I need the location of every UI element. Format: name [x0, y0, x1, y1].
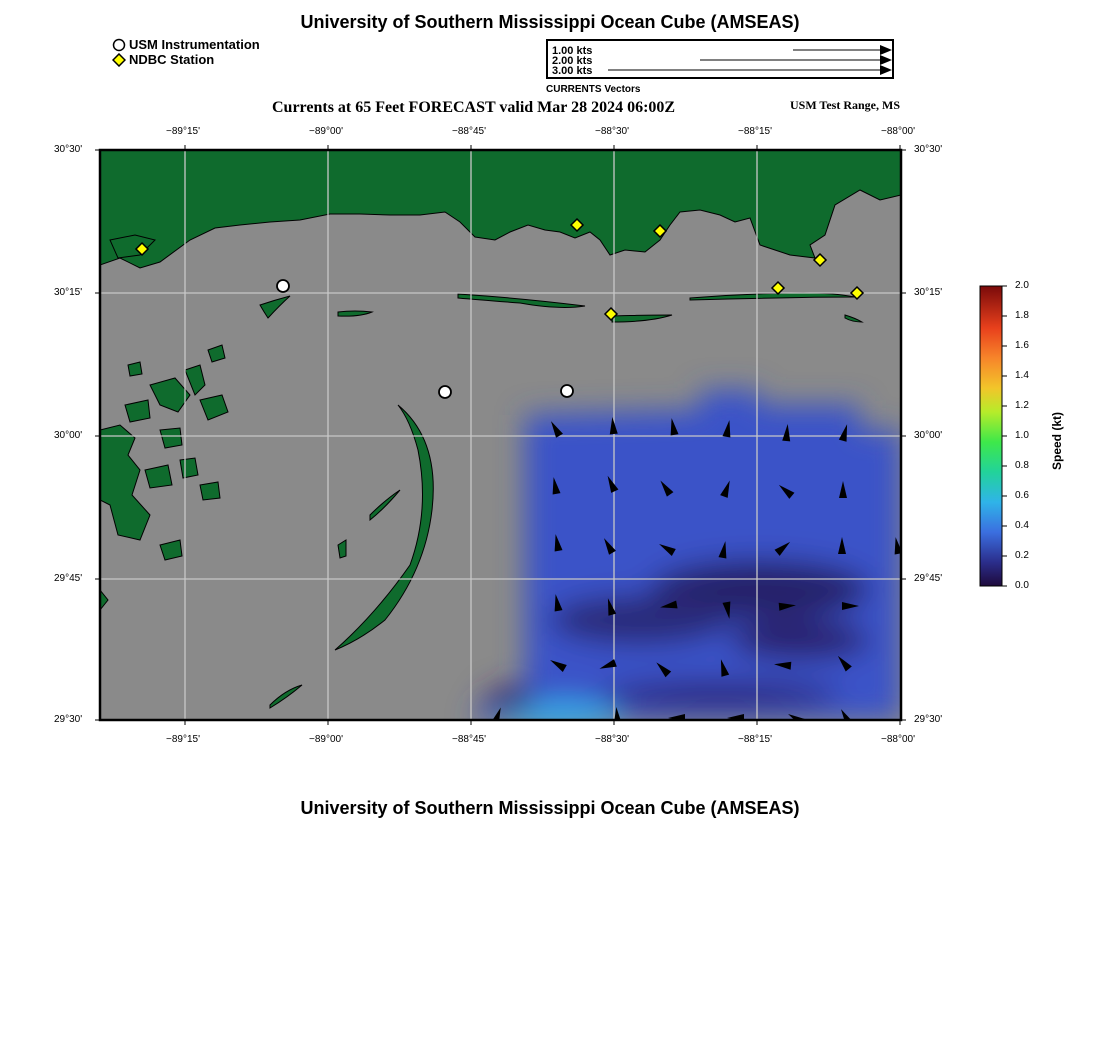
lon-tick-top: −88°15': [738, 126, 772, 137]
legend-ndbc-label: NDBC Station: [129, 52, 215, 67]
colorbar-tick-label: 0.2: [1015, 550, 1029, 561]
lat-tick-right: 29°30': [914, 714, 943, 725]
lon-tick-top: −88°30': [595, 126, 629, 137]
colorbar-tick-label: 0.6: [1015, 490, 1029, 501]
lon-tick-top: −89°00': [309, 126, 343, 137]
lon-tick-top: −88°45': [452, 126, 486, 137]
lat-tick-left: 30°15': [54, 287, 83, 298]
colorbar-tick-label: 2.0: [1015, 280, 1029, 291]
colorbar-tick-label: 1.0: [1015, 430, 1029, 441]
lon-tick-bottom: −89°00': [309, 734, 343, 745]
usm-marker: [561, 385, 573, 397]
lon-tick-bottom: −88°45': [452, 734, 486, 745]
vector-scale-2kt: 2.00 kts: [552, 55, 593, 67]
vector-legend-caption: CURRENTS Vectors: [546, 84, 641, 95]
lat-tick-left: 29°45': [54, 573, 83, 584]
colorbar-tick-label: 0.8: [1015, 460, 1029, 471]
lon-tick-bottom: −88°15': [738, 734, 772, 745]
vector-scale-3kt: 3.00 kts: [552, 65, 593, 77]
lat-tick-left: 30°00': [54, 430, 83, 441]
colorbar-tick-label: 1.2: [1015, 400, 1029, 411]
colorbar-tick-label: 0.4: [1015, 520, 1029, 531]
lat-tick-right: 30°30': [914, 144, 943, 155]
lat-tick-right: 30°15': [914, 287, 943, 298]
colorbar-ticks: [1002, 286, 1007, 586]
colorbar-tick-label: 0.0: [1015, 580, 1029, 591]
usm-marker: [439, 386, 451, 398]
colorbar-tick-label: 1.4: [1015, 370, 1029, 381]
speed-colorbar: [980, 286, 1002, 586]
lon-tick-top: −88°00': [881, 126, 915, 137]
lon-tick-bottom: −88°30': [595, 734, 629, 745]
map-subtitle: Currents at 65 Feet FORECAST valid Mar 28 2024 06:00Z: [272, 99, 676, 116]
chart-title: University of Southern Mississippi Ocean Cube (AMSEAS): [300, 12, 800, 32]
vector-scale-1kt: 1.00 kts: [552, 45, 593, 57]
legend-usm-label: USM Instrumentation: [129, 37, 260, 52]
test-range-label: USM Test Range, MS: [789, 98, 900, 112]
footer-title: University of Southern Mississippi Ocean Cube (AMSEAS): [300, 798, 800, 818]
lat-tick-left: 30°30': [54, 144, 83, 155]
lon-tick-bottom: −89°15': [166, 734, 200, 745]
usm-marker: [277, 280, 289, 292]
colorbar-label: Speed (kt): [1050, 411, 1064, 470]
lon-tick-top: −89°15': [166, 126, 200, 137]
colorbar-tick-label: 1.6: [1015, 340, 1029, 351]
current-speed-field: [470, 390, 901, 730]
lon-tick-bottom: −88°00': [881, 734, 915, 745]
lat-tick-left: 29°30': [54, 714, 83, 725]
colorbar-tick-label: 1.8: [1015, 310, 1029, 321]
lat-tick-right: 29°45': [914, 573, 943, 584]
lat-tick-right: 30°00': [914, 430, 943, 441]
